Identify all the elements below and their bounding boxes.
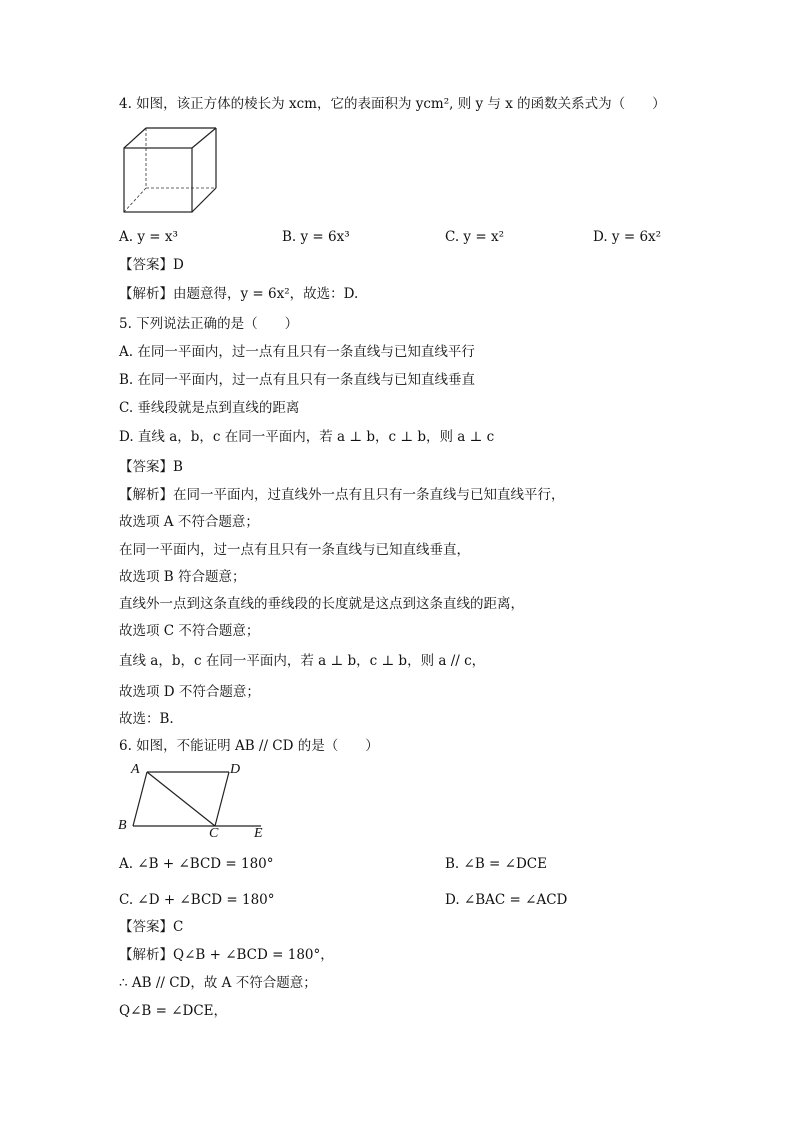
q5-option-a: A. 在同一平面内，过一点有且只有一条直线与已知直线平行 <box>119 344 475 360</box>
q4-option-d: D. y = 6x² <box>593 229 662 245</box>
q6-option-d: D. ∠BAC = ∠ACD <box>445 892 568 908</box>
q4-answer: 【答案】D <box>119 257 184 273</box>
q4-option-b: B. y = 6x³ <box>282 229 350 245</box>
parallelogram-figure <box>117 762 277 844</box>
point-label-d: D <box>230 762 241 777</box>
q5-analysis-line: 在同一平面内，过一点有且只有一条直线与已知直线垂直， <box>119 542 470 558</box>
q5-answer: 【答案】B <box>119 459 183 475</box>
q4-analysis: 【解析】由题意得，y = 6x²，故选：D. <box>119 286 359 302</box>
point-label-c: C <box>209 826 219 841</box>
point-label-b: B <box>118 818 127 833</box>
q5-analysis-line: 故选项 C 不符合题意； <box>119 623 260 639</box>
q5-analysis-line: 直线外一点到这条直线的垂线段的长度就是这点到这条直线的距离， <box>119 596 524 612</box>
q5-option-d: D. 直线 a，b，c 在同一平面内，若 a ⊥ b，c ⊥ b，则 a ⊥ c <box>119 429 495 445</box>
q5-analysis-line: 故选项 D 不符合题意； <box>119 684 260 700</box>
q6-option-a: A. ∠B + ∠BCD = 180° <box>119 856 274 872</box>
q5-analysis-line: 直线 a，b，c 在同一平面内，若 a ⊥ b，c ⊥ b，则 a // c， <box>119 653 486 669</box>
q6-option-c: C. ∠D + ∠BCD = 180° <box>119 892 275 908</box>
q4-stem: 4. 如图，该正方体的棱长为 xcm，它的表面积为 ycm², 则 y 与 x 的函数关系式为（ ） <box>119 96 666 112</box>
q4-option-a: A. y = x³ <box>119 229 178 245</box>
q5-stem: 5. 下列说法正确的是（ ） <box>119 316 299 332</box>
q6-answer: 【答案】C <box>119 919 184 935</box>
q6-analysis-line: 【解析】Q∠B + ∠BCD = 180°， <box>119 947 334 963</box>
q5-analysis-line: 故选项 B 符合题意； <box>119 569 246 585</box>
q5-option-c: C. 垂线段就是点到直线的距离 <box>119 400 300 416</box>
q6-analysis-line: Q∠B = ∠DCE， <box>119 1003 228 1019</box>
q5-analysis-line: 故选：B. <box>119 711 174 727</box>
q6-option-b: B. ∠B = ∠DCE <box>445 856 547 872</box>
point-label-e: E <box>254 826 263 841</box>
q5-option-b: B. 在同一平面内，过一点有且只有一条直线与已知直线垂直 <box>119 372 476 388</box>
cube-figure <box>120 126 220 216</box>
q4-option-c: C. y = x² <box>445 229 504 245</box>
q6-stem: 6. 如图，不能证明 AB // CD 的是（ ） <box>119 738 379 754</box>
q6-analysis-line: ∴ AB // CD，故 A 不符合题意； <box>119 975 317 991</box>
q5-analysis-line: 故选项 A 不符合题意； <box>119 514 259 530</box>
q5-analysis-line: 【解析】在同一平面内，过直线外一点有且只有一条直线与已知直线平行， <box>119 487 565 503</box>
point-label-a: A <box>131 762 140 777</box>
